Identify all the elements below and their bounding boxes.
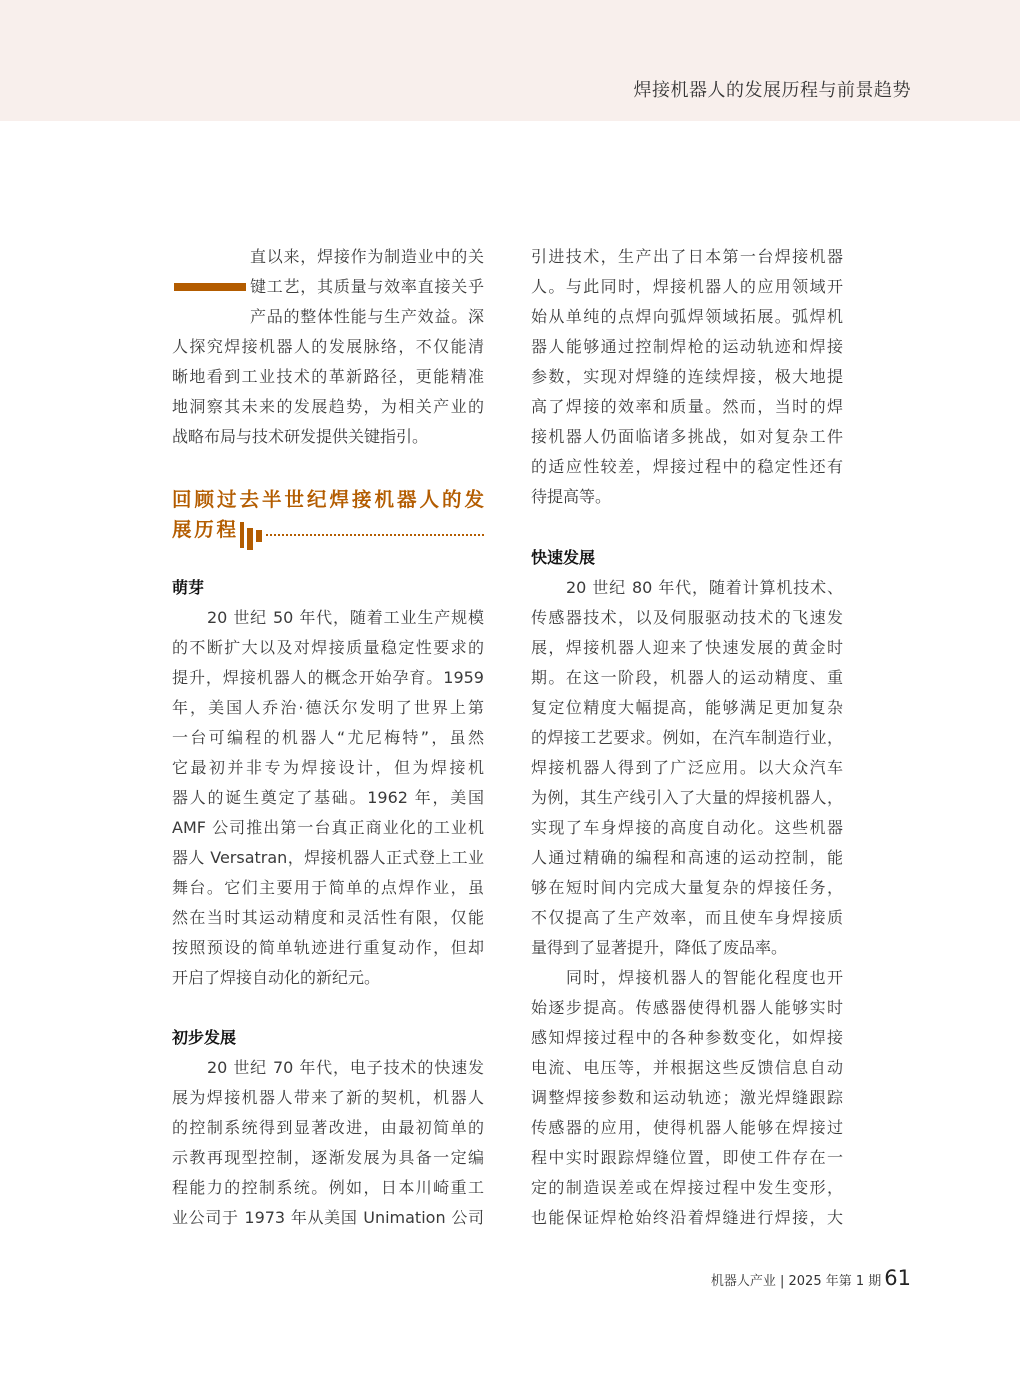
text-line: 一台可编程的机器人“尤尼梅特”，虽然 <box>172 728 484 747</box>
text-line: 始逐步提高。传感器使得机器人能够实时 <box>531 998 843 1017</box>
intro-decorative-bar <box>174 283 246 291</box>
intro-line: 地洞察其未来的发展趋势，为相关产业的 <box>172 397 484 416</box>
text-line: 电流、电压等，并根据这些反馈信息自动 <box>531 1058 843 1077</box>
text-line: 20 世纪 80 年代，随着计算机技术、 <box>566 578 843 597</box>
text-line: 20 世纪 50 年代，随着工业生产规模 <box>207 608 484 627</box>
text-line: 调整焊接参数和运动轨迹；激光焊缝跟踪 <box>531 1088 843 1107</box>
header-band <box>0 0 1020 121</box>
intro-line: 直以来，焊接作为制造业中的关 <box>250 247 484 266</box>
text-line: 展，焊接机器人迎来了快速发展的黄金时 <box>531 638 843 657</box>
text-line: 提升，焊接机器人的概念开始孕育。1959 <box>172 668 484 687</box>
text-line: 业公司于 1973 年从美国 Unimation 公司 <box>172 1208 484 1227</box>
heading-dotted-rule <box>266 534 484 536</box>
section-heading: 展历程 <box>172 518 236 541</box>
running-title: 焊接机器人的发展历程与前景趋势 <box>633 80 911 101</box>
text-line: 量得到了显著提升，降低了废品率。 <box>531 938 788 957</box>
text-line: 为例，其生产线引入了大量的焊接机器人， <box>531 788 843 807</box>
page-footer <box>711 1266 911 1290</box>
text-line: 20 世纪 70 年代，电子技术的快速发 <box>207 1058 484 1077</box>
text-line: 引进技术，生产出了日本第一台焊接机器 <box>531 247 843 266</box>
text-line: 的不断扩大以及对焊接质量稳定性要求的 <box>172 638 484 657</box>
heading-ornament-bar <box>256 530 262 542</box>
text-line: 器人的诞生奠定了基础。1962 年，美国 <box>172 788 484 807</box>
intro-line: 晰地看到工业技术的革新路径，更能精准 <box>172 367 484 386</box>
text-line: 按照预设的简单轨迹进行重复动作，但却 <box>172 938 484 957</box>
text-line: 期。在这一阶段，机器人的运动精度、重 <box>531 668 843 687</box>
heading-ornament-bar <box>247 528 253 550</box>
text-line: 感知焊接过程中的各种参数变化，如焊接 <box>531 1028 843 1047</box>
intro-line: 战略布局与技术研发提供关键指引。 <box>172 427 429 446</box>
footer-journal: 机器人产业 | 2025 年第 1 期 <box>710 1274 882 1289</box>
subheading-kuaisu-fazhan: 快速发展 <box>531 548 596 567</box>
subheading-chubu-fazhan: 初步发展 <box>172 1028 237 1047</box>
intro-line: 键工艺，其质量与效率直接关乎 <box>250 277 484 296</box>
text-line: 参数，实现对焊缝的连续焊接，极大地提 <box>531 367 843 386</box>
text-line: 舞台。它们主要用于简单的点焊作业，虽 <box>172 878 484 897</box>
text-line: 传感器技术，以及伺服驱动技术的飞速发 <box>531 608 843 627</box>
text-line: 程能力的控制系统。例如，日本川崎重工 <box>172 1178 484 1197</box>
text-line: 器人能够通过控制焊枪的运动轨迹和焊接 <box>531 337 843 356</box>
text-line: 定的制造误差或在焊接过程中发生变形， <box>531 1178 843 1197</box>
text-line: 接机器人仍面临诸多挑战，如对复杂工件 <box>531 427 843 446</box>
page-number: 61 <box>884 1266 911 1290</box>
subheading-mengya: 萌芽 <box>172 578 205 597</box>
intro-line: 人探究焊接机器人的发展脉络，不仅能清 <box>172 337 484 356</box>
text-line: 的焊接工艺要求。例如，在汽车制造行业， <box>531 728 843 747</box>
text-line: 也能保证焊枪始终沿着焊缝进行焊接，大 <box>531 1208 843 1227</box>
text-line: 的适应性较差，焊接过程中的稳定性还有 <box>531 457 843 476</box>
text-line: AMF 公司推出第一台真正商业化的工业机 <box>172 818 484 837</box>
text-line: 待提高等。 <box>531 487 612 506</box>
text-line: 开启了焊接自动化的新纪元。 <box>172 968 381 987</box>
text-line: 始从单纯的点焊向弧焊领域拓展。弧焊机 <box>531 307 843 326</box>
section-heading: 回顾过去半世纪焊接机器人的发 <box>172 488 484 511</box>
text-line: 人通过精确的编程和高速的运动控制，能 <box>531 848 843 867</box>
text-line: 同时，焊接机器人的智能化程度也开 <box>566 968 843 987</box>
text-line: 高了焊接的效率和质量。然而，当时的焊 <box>531 397 843 416</box>
text-line: 实现了车身焊接的高度自动化。这些机器 <box>531 818 843 837</box>
text-line: 人。与此同时，焊接机器人的应用领域开 <box>531 277 843 296</box>
text-line: 展为焊接机器人带来了新的契机，机器人 <box>172 1088 484 1107</box>
text-line: 年，美国人乔治·德沃尔发明了世界上第 <box>172 698 484 717</box>
text-line: 复定位精度大幅提高，能够满足更加复杂 <box>531 698 843 717</box>
text-line: 程中实时跟踪焊缝位置，即使工件存在一 <box>531 1148 843 1167</box>
text-line: 示教再现型控制，逐渐发展为具备一定编 <box>172 1148 484 1167</box>
text-line: 传感器的应用，使得机器人能够在焊接过 <box>531 1118 843 1137</box>
intro-line: 产品的整体性能与生产效益。深 <box>250 307 484 326</box>
text-line: 器人 Versatran，焊接机器人正式登上工业 <box>172 848 484 867</box>
text-line: 然在当时其运动精度和灵活性有限，仅能 <box>172 908 484 927</box>
text-line: 的控制系统得到显著改进，由最初简单的 <box>172 1118 484 1137</box>
text-line: 焊接机器人得到了广泛应用。以大众汽车 <box>531 758 843 777</box>
text-line: 够在短时间内完成大量复杂的焊接任务， <box>531 878 843 897</box>
heading-ornament-bar <box>240 522 244 548</box>
text-line: 不仅提高了生产效率，而且使车身焊接质 <box>531 908 843 927</box>
text-line: 它最初并非专为焊接设计，但为焊接机 <box>172 758 484 777</box>
